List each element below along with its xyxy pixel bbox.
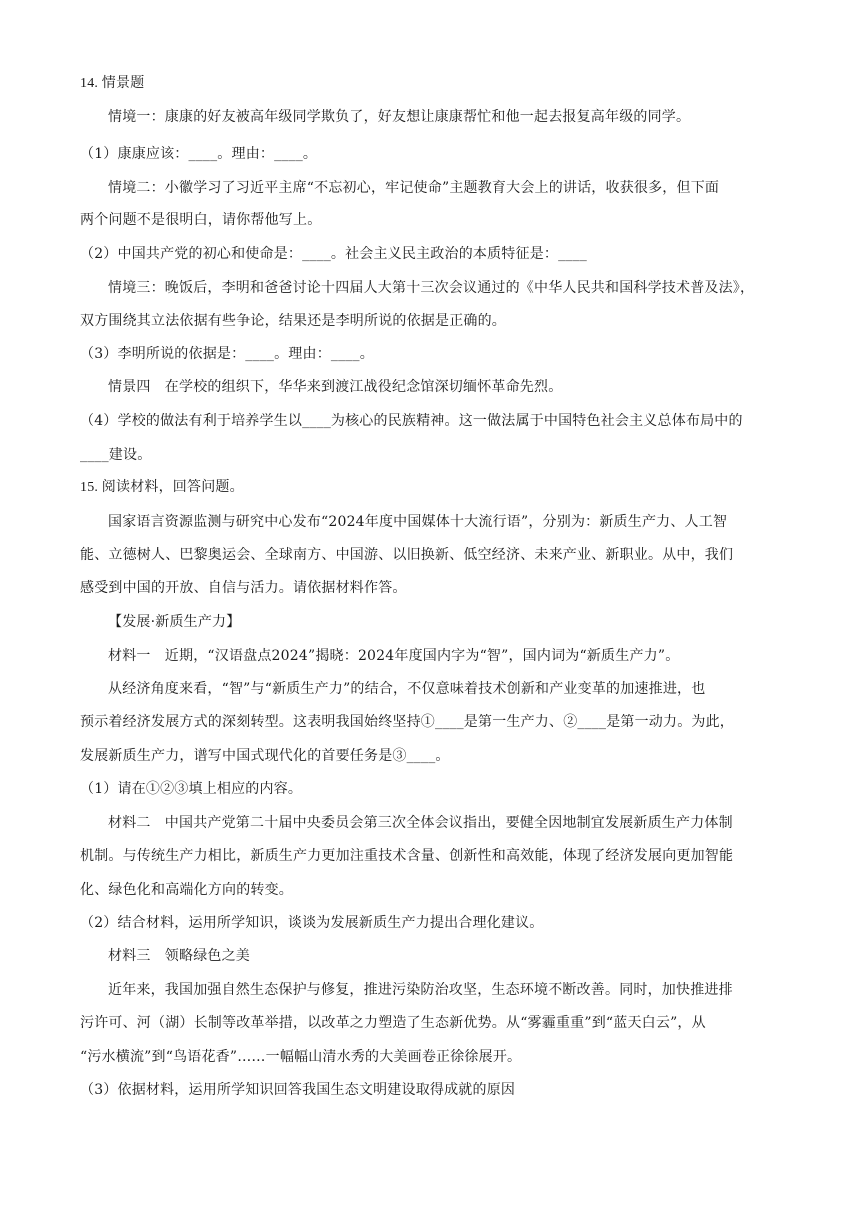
scenario-3-text-line-1: 情境三：晚饭后，李明和爸爸讨论十四届人大第十三次会议通过的《中华人民共和国科学技术普及法》， xyxy=(108,280,755,296)
scenario-2-text-line-2: 两个问题不是很明白，请你帮他写上。 xyxy=(80,212,322,228)
question-15-intro-line-3: 感受到中国的开放、自信与活力。请依据材料作答。 xyxy=(80,580,407,596)
question-14-4-line-1: （4）学校的做法有利于培养学生以____为核心的民族精神。这一做法属于中国特色社会主义总体布局中的 xyxy=(80,413,743,429)
material-2-text-line-2: 机制。与传统生产力相比，新质生产力更加注重技术含量、创新性和高效能，体现了经济发展向更加智能 xyxy=(80,848,734,864)
question-14-4-line-2: ____建设。 xyxy=(80,447,152,463)
material-2-text-line-3: 化、绿色化和高端化方向的转变。 xyxy=(80,882,293,898)
question-15-intro-line-1: 国家语言资源监测与研究中心发布“2024年度中国媒体十大流行语”，分别为：新质生产力、人工智 xyxy=(108,514,728,530)
question-15-2: （2）结合材料，运用所学知识，谈谈为发展新质生产力提出合理化建议。 xyxy=(80,915,544,931)
material-3-text-line-3: “污水横流”到“鸟语花香”……一幅幅山清水秀的大美画卷正徐徐展开。 xyxy=(80,1049,522,1065)
material-3-title: 材料三 领略绿色之美 xyxy=(108,948,250,964)
scenario-4-text: 情景四 在学校的组织下，华华来到渡江战役纪念馆深切缅怀革命先烈。 xyxy=(108,379,563,395)
material-3-text-line-2: 污许可、河（湖）长制等改革举措，以改革之力塑造了生态新优势。从“雾霾重重”到“蓝天白云”，从 xyxy=(80,1015,706,1031)
question-14-3: （3）李明所说的依据是：____。理由：____。 xyxy=(80,346,374,362)
question-14-1: （1）康康应该：____。理由：____。 xyxy=(80,146,318,162)
section-heading: 【发展·新质生产力】 xyxy=(108,614,241,630)
question-14-title: 14. 情景题 xyxy=(80,76,145,91)
scenario-3-text-line-2: 双方围绕其立法依据有些争论，结果还是李明所说的依据是正确的。 xyxy=(80,313,506,329)
material-1-analysis-line-1: 从经济角度来看，“智”与“新质生产力”的结合，不仅意味着技术创新和产业变革的加速推进，也 xyxy=(108,681,706,697)
question-15-1: （1）请在①②③填上相应的内容。 xyxy=(80,781,303,797)
material-2-text-line-1: 材料二 中国共产党第二十届中央委员会第三次全体会议指出，要健全因地制宜发展新质生产力体制 xyxy=(108,815,733,831)
scenario-1-text: 情境一：康康的好友被高年级同学欺负了，好友想让康康帮忙和他一起去报复高年级的同学。 xyxy=(108,109,691,125)
question-15-intro-line-2: 能、立德树人、巴黎奥运会、全球南方、中国游、以旧换新、低空经济、未来产业、新职业。从中，我们 xyxy=(80,547,734,563)
scenario-2-text-line-1: 情境二：小徽学习了习近平主席“不忘初心，牢记使命”主题教育大会上的讲话，收获很多，但下面 xyxy=(108,180,720,196)
material-1-analysis-line-3: 发展新质生产力，谱写中国式现代化的首要任务是③____。 xyxy=(80,748,450,764)
material-1-text: 材料一 近期，“汉语盘点2024”揭晓：2024年度国内字为“智”，国内词为“新质生产力”。 xyxy=(108,648,680,664)
question-15-title: 15. 阅读材料，回答问题。 xyxy=(80,480,244,495)
material-1-analysis-line-2: 预示着经济发展方式的深刻转型。这表明我国始终坚持①____是第一生产力、②____是第一动力。为此， xyxy=(80,714,734,730)
question-15-3: （3）依据材料，运用所学知识回答我国生态文明建设取得成就的原因 xyxy=(80,1082,516,1098)
material-3-text-line-1: 近年来，我国加强自然生态保护与修复，推进污染防治攻坚，生态环境不断改善。同时，加快推进排 xyxy=(108,982,733,998)
question-14-2: （2）中国共产党的初心和使命是：____。社会主义民主政治的本质特征是：____ xyxy=(80,246,587,262)
